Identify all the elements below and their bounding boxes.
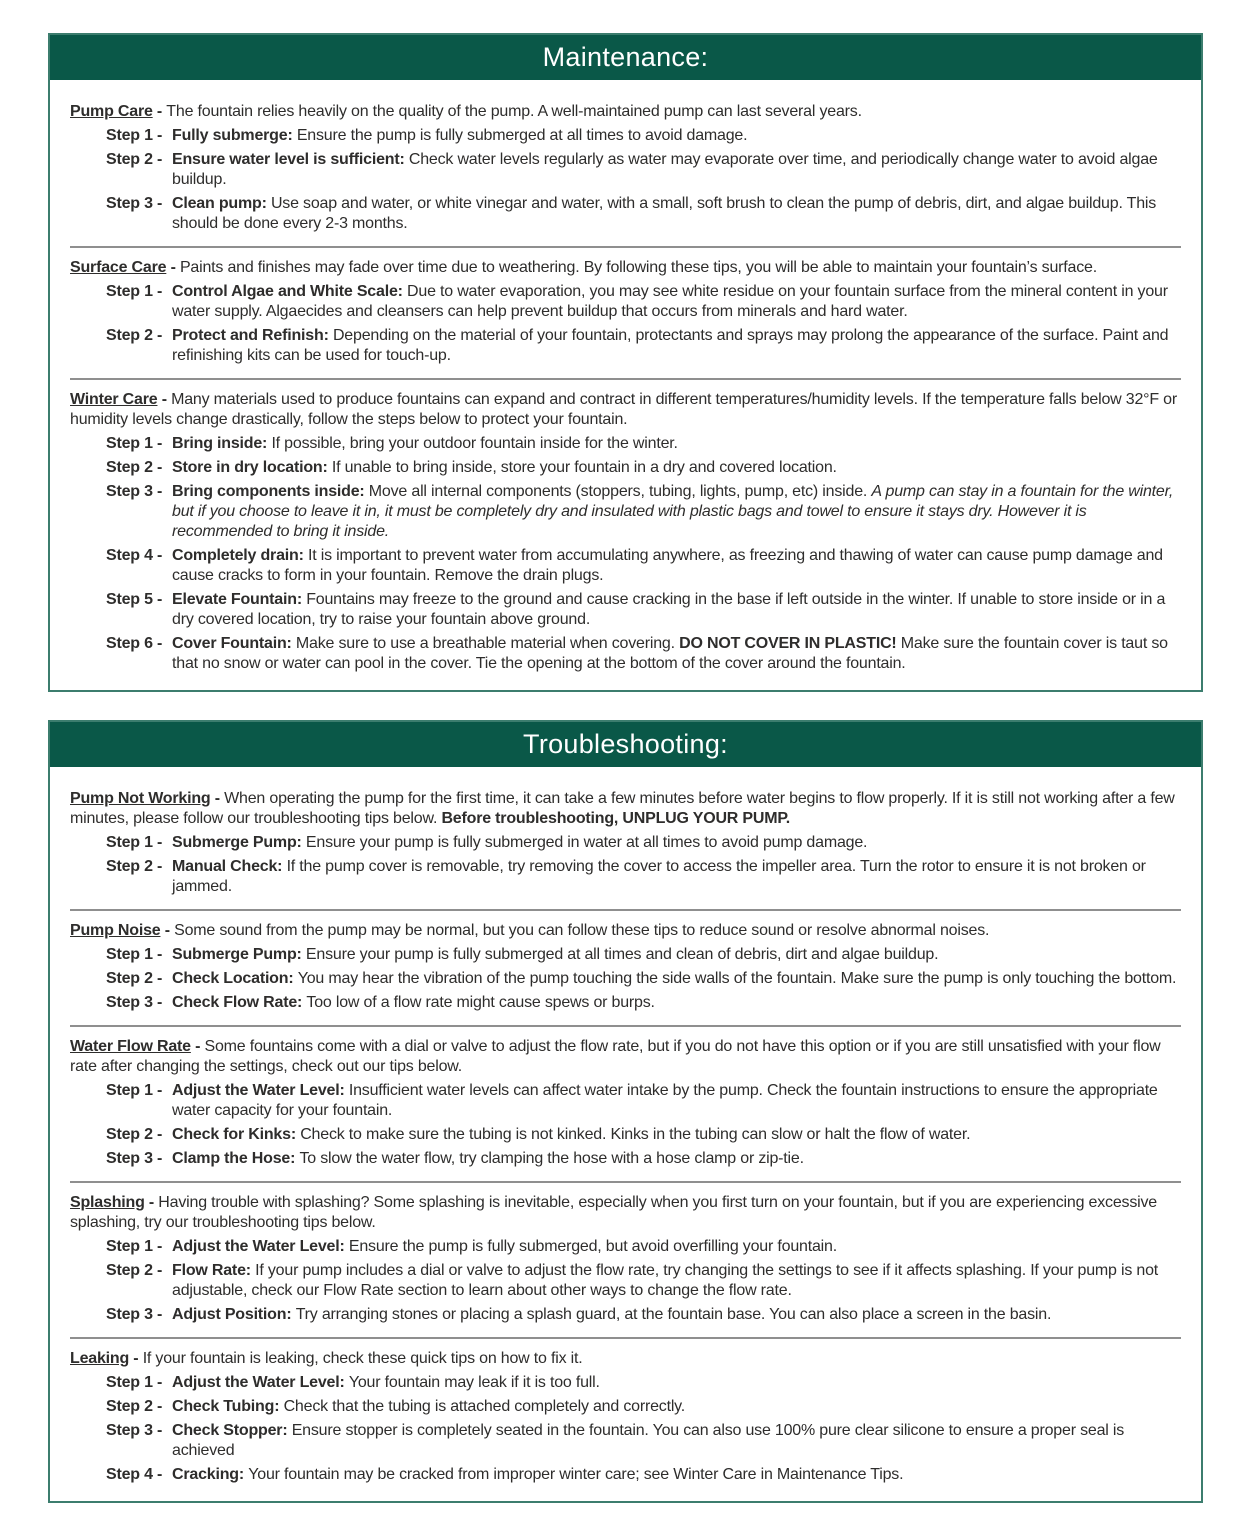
text-segment: Some sound from the pump may be normal, but you can follow these tips to reduce sound or resolve abnormal noises. bbox=[174, 922, 990, 939]
group-heading: Splashing bbox=[70, 1194, 145, 1211]
step-text bbox=[172, 282, 1181, 322]
text-segment: Ensure your pump is fully submerged at all times and clean of debris, dirt and algae buildup. bbox=[305, 946, 939, 963]
step-label: Bring inside: bbox=[172, 435, 272, 452]
step-number: Step 4 - bbox=[106, 547, 163, 564]
heading-dash: - bbox=[210, 790, 225, 807]
step-row bbox=[106, 833, 1181, 853]
step-row bbox=[106, 857, 1181, 897]
step-number: Step 3 - bbox=[106, 1150, 163, 1167]
step-text bbox=[172, 634, 1181, 674]
step-label: Control Algae and White Scale: bbox=[172, 283, 408, 300]
care-group bbox=[70, 921, 1181, 1013]
step-label: Clamp the Hose: bbox=[172, 1150, 300, 1167]
step-number: Step 4 - bbox=[106, 1466, 163, 1483]
step-text bbox=[172, 1261, 1181, 1301]
step-label: Check Flow Rate: bbox=[172, 994, 307, 1011]
step-number: Step 1 - bbox=[106, 1374, 163, 1391]
step-label: Adjust Position: bbox=[172, 1306, 296, 1323]
step-label: Store in dry location: bbox=[172, 459, 332, 476]
step-text bbox=[172, 126, 1181, 146]
group-divider bbox=[70, 246, 1181, 248]
step-row bbox=[106, 969, 1181, 989]
text-segment: Too low of a flow rate might cause spews or burps. bbox=[306, 994, 655, 1011]
step-number: Step 1 - bbox=[106, 1238, 163, 1255]
step-text bbox=[172, 1237, 1181, 1257]
text-segment: Use soap and water, or white vinegar and water, with a small, soft brush to clean the pump of debris, dirt, and algae buildup. This should be done every 2-3 months. bbox=[172, 195, 1157, 232]
step-number: Step 1 - bbox=[106, 946, 163, 963]
step-label: Adjust the Water Level: bbox=[172, 1238, 349, 1255]
step-text bbox=[172, 993, 1181, 1013]
step-number: Step 1 - bbox=[106, 1082, 163, 1099]
step-row bbox=[106, 1465, 1181, 1485]
step-number: Step 3 - bbox=[106, 994, 163, 1011]
step-number: Step 3 - bbox=[106, 483, 163, 500]
step-text bbox=[172, 434, 1181, 454]
step-row bbox=[106, 1237, 1181, 1257]
group-heading: Winter Care bbox=[70, 391, 158, 408]
step-label: Elevate Fountain: bbox=[172, 591, 307, 608]
step-number: Step 1 - bbox=[106, 435, 163, 452]
step-row bbox=[106, 126, 1181, 146]
step-number: Step 2 - bbox=[106, 1126, 163, 1143]
text-segment: Make sure to use a breathable material when covering. bbox=[295, 635, 680, 652]
group-intro bbox=[70, 102, 1181, 122]
text-segment: Make sure the fountain cover is taut so that no snow or water can pool in the cover. Tie the opening at the bottom of the cover around the fountain. bbox=[172, 635, 1168, 672]
group-heading: Pump Care bbox=[70, 103, 153, 120]
step-label: Protect and Refinish: bbox=[172, 327, 333, 344]
step-label: Bring components inside: bbox=[172, 483, 369, 500]
step-label: Check Tubing: bbox=[172, 1398, 284, 1415]
step-label: Check for Kinks: bbox=[172, 1126, 301, 1143]
step-label: Adjust the Water Level: bbox=[172, 1374, 349, 1391]
care-group bbox=[70, 789, 1181, 897]
text-segment: A pump can stay in a fountain for the winter, but if you choose to leave it in, it must be completely dry and insulated with plastic bags and towel to ensure it stays dry. However it is recommended to bring it inside. bbox=[172, 483, 1174, 540]
step-label: Cover Fountain: bbox=[172, 635, 296, 652]
step-number: Step 1 - bbox=[106, 283, 163, 300]
group-divider bbox=[70, 909, 1181, 911]
step-label: Cracking: bbox=[172, 1466, 249, 1483]
step-row bbox=[106, 194, 1181, 234]
text-segment: Ensure the pump is fully submerged, but avoid overfilling your fountain. bbox=[348, 1238, 837, 1255]
group-intro bbox=[70, 789, 1181, 829]
step-number: Step 2 - bbox=[106, 970, 163, 987]
group-divider bbox=[70, 378, 1181, 380]
heading-dash: - bbox=[190, 1038, 205, 1055]
text-segment: It is important to prevent water from accumulating anywhere, as freezing and thawing of water can cause pump damage and cause cracks to form in your fountain. Remove the drain plugs. bbox=[172, 547, 1163, 584]
step-text bbox=[172, 458, 1181, 478]
group-intro bbox=[70, 1037, 1181, 1077]
group-divider bbox=[70, 1181, 1181, 1183]
text-segment: When operating the pump for the first time, it can take a few minutes before water begins to flow properly. If it is still not working after a few minutes, please follow our troubleshooting tips below. bbox=[70, 790, 1175, 827]
step-row bbox=[106, 150, 1181, 190]
group-heading: Leaking bbox=[70, 1350, 130, 1367]
step-row bbox=[106, 993, 1181, 1013]
step-label: Ensure water level is sufficient: bbox=[172, 151, 409, 168]
step-row bbox=[106, 282, 1181, 322]
maintenance-title: Maintenance: bbox=[542, 42, 709, 72]
group-divider bbox=[70, 1337, 1181, 1339]
text-segment: If possible, bring your outdoor fountain inside for the winter. bbox=[271, 435, 678, 452]
troubleshooting-section bbox=[48, 720, 1203, 1503]
step-text bbox=[172, 482, 1181, 542]
text-segment: If your pump includes a dial or valve to adjust the flow rate, try changing the settings to see if it affects splashing. If your pump is not adjustable, check our Flow Rate section to learn about other ways to change the flow rate. bbox=[172, 1262, 1159, 1299]
step-row bbox=[106, 1397, 1181, 1417]
step-number: Step 3 - bbox=[106, 195, 163, 212]
step-label: Check Stopper: bbox=[172, 1422, 292, 1439]
step-text bbox=[172, 833, 1181, 853]
group-intro bbox=[70, 390, 1181, 430]
group-heading: Surface Care bbox=[70, 259, 167, 276]
step-number: Step 3 - bbox=[106, 1422, 163, 1439]
step-text bbox=[172, 1125, 1181, 1145]
text-segment: Paints and finishes may fade over time due to weathering. By following these tips, you will be able to maintain your fountain’s surface. bbox=[179, 259, 1097, 276]
text-segment: If the pump cover is removable, try removing the cover to access the impeller area. Turn the rotor to ensure it is not broken or jammed. bbox=[172, 858, 1146, 895]
step-row bbox=[106, 590, 1181, 630]
step-number: Step 2 - bbox=[106, 1398, 163, 1415]
step-label: Fully submerge: bbox=[172, 127, 297, 144]
step-text bbox=[172, 546, 1181, 586]
text-segment: Some fountains come with a dial or valve to adjust the flow rate, but if you do not have this option or if you are still unsatisfied with your flow rate after changing the settings, check out our tips below. bbox=[70, 1038, 1161, 1075]
text-segment: Check that the tubing is attached completely and correctly. bbox=[283, 1398, 686, 1415]
step-row bbox=[106, 482, 1181, 542]
step-number: Step 2 - bbox=[106, 151, 163, 168]
text-segment: Check water levels regularly as water may evaporate over time, and periodically change water to avoid algae buildup. bbox=[172, 151, 1158, 188]
step-text bbox=[172, 590, 1181, 630]
step-label: Completely drain: bbox=[172, 547, 308, 564]
step-number: Step 2 - bbox=[106, 459, 163, 476]
care-group bbox=[70, 1193, 1181, 1325]
troubleshooting-title: Troubleshooting: bbox=[523, 729, 728, 759]
group-intro bbox=[70, 1349, 1181, 1369]
group-heading: Pump Noise bbox=[70, 922, 161, 939]
step-label: Check Location: bbox=[172, 970, 298, 987]
heading-dash: - bbox=[144, 1194, 159, 1211]
care-group bbox=[70, 1349, 1181, 1485]
group-intro bbox=[70, 258, 1181, 278]
text-segment: Your fountain may leak if it is too full. bbox=[348, 1374, 600, 1391]
care-group bbox=[70, 1037, 1181, 1169]
step-label: Clean pump: bbox=[172, 195, 271, 212]
troubleshooting-body bbox=[50, 767, 1201, 1501]
text-segment: DO NOT COVER IN PLASTIC! bbox=[679, 635, 897, 652]
care-group bbox=[70, 390, 1181, 674]
text-segment: Ensure stopper is completely seated in the fountain. You can also use 100% pure clear silicone to ensure a proper seal is achieved bbox=[172, 1422, 1125, 1459]
step-text bbox=[172, 194, 1181, 234]
text-segment: Before troubleshooting, UNPLUG YOUR PUMP. bbox=[441, 810, 791, 827]
text-segment: Move all internal components (stoppers, tubing, lights, pump, etc) inside. bbox=[368, 483, 872, 500]
group-heading: Pump Not Working bbox=[70, 790, 211, 807]
heading-dash: - bbox=[160, 922, 175, 939]
text-segment: You may hear the vibration of the pump touching the side walls of the fountain. Make sure the pump is only touching the bottom. bbox=[297, 970, 1177, 987]
step-text bbox=[172, 326, 1181, 366]
step-text bbox=[172, 945, 1181, 965]
step-text bbox=[172, 1397, 1181, 1417]
text-segment: Ensure the pump is fully submerged at all times to avoid damage. bbox=[296, 127, 748, 144]
step-text bbox=[172, 1421, 1181, 1461]
step-row bbox=[106, 434, 1181, 454]
step-number: Step 2 - bbox=[106, 327, 163, 344]
step-row bbox=[106, 458, 1181, 478]
maintenance-body bbox=[50, 80, 1201, 690]
step-text bbox=[172, 1081, 1181, 1121]
heading-dash: - bbox=[152, 103, 167, 120]
care-group bbox=[70, 102, 1181, 234]
step-text bbox=[172, 1149, 1181, 1169]
step-row bbox=[106, 1081, 1181, 1121]
step-row bbox=[106, 1421, 1181, 1461]
step-row bbox=[106, 326, 1181, 366]
text-segment: If unable to bring inside, store your fountain in a dry and covered location. bbox=[331, 459, 837, 476]
step-text bbox=[172, 1305, 1181, 1325]
step-number: Step 2 - bbox=[106, 1262, 163, 1279]
step-label: Submerge Pump: bbox=[172, 834, 306, 851]
group-divider bbox=[70, 1025, 1181, 1027]
step-number: Step 6 - bbox=[106, 635, 163, 652]
step-label: Manual Check: bbox=[172, 858, 287, 875]
step-row bbox=[106, 1125, 1181, 1145]
text-segment: Fountains may freeze to the ground and cause cracking in the base if left outside in the winter. If unable to store inside or in a dry covered location, try to raise your fountain above ground. bbox=[172, 591, 1166, 628]
step-row bbox=[106, 1305, 1181, 1325]
text-segment: Due to water evaporation, you may see white residue on your fountain surface from the mineral content in your water supply. Algaecides and cleansers can help prevent buildup that occurs from minerals and hard water. bbox=[172, 283, 1168, 320]
step-number: Step 2 - bbox=[106, 858, 163, 875]
step-number: Step 3 - bbox=[106, 1306, 163, 1323]
step-row bbox=[106, 1373, 1181, 1393]
step-label: Submerge Pump: bbox=[172, 946, 306, 963]
text-segment: The fountain relies heavily on the quality of the pump. A well-maintained pump can last several years. bbox=[166, 103, 862, 120]
text-segment: Ensure your pump is fully submerged in water at all times to avoid pump damage. bbox=[305, 834, 868, 851]
heading-dash: - bbox=[157, 391, 172, 408]
step-text bbox=[172, 857, 1181, 897]
step-row bbox=[106, 945, 1181, 965]
text-segment: Having trouble with splashing? Some splashing is inevitable, especially when you first turn on your fountain, but if you are experiencing excessive splashing, try our troubleshooting tips below. bbox=[70, 1194, 1158, 1231]
text-segment: Depending on the material of your fountain, protectants and sprays may prolong the appearance of the surface. Paint and refinishing kits can be used for touch-up. bbox=[172, 327, 1169, 364]
care-group bbox=[70, 258, 1181, 366]
text-segment: Insufficient water levels can affect water intake by the pump. Check the fountain instructions to ensure the appropriate water capacity for your fountain. bbox=[172, 1082, 1158, 1119]
step-number: Step 1 - bbox=[106, 834, 163, 851]
group-intro bbox=[70, 1193, 1181, 1233]
text-segment: Your fountain may be cracked from improper winter care; see Winter Care in Maintenance Tips. bbox=[248, 1466, 904, 1483]
step-text bbox=[172, 1465, 1181, 1485]
text-segment: Try arranging stones or placing a splash guard, at the fountain base. You can also place a screen in the basin. bbox=[295, 1306, 1052, 1323]
group-heading: Water Flow Rate bbox=[70, 1038, 191, 1055]
maintenance-header-bar bbox=[50, 35, 1201, 80]
step-label: Adjust the Water Level: bbox=[172, 1082, 349, 1099]
step-row bbox=[106, 1149, 1181, 1169]
maintenance-section bbox=[48, 33, 1203, 692]
step-text bbox=[172, 969, 1181, 989]
heading-dash: - bbox=[129, 1350, 143, 1367]
step-row bbox=[106, 1261, 1181, 1301]
heading-dash: - bbox=[166, 259, 180, 276]
step-number: Step 1 - bbox=[106, 127, 163, 144]
step-row bbox=[106, 546, 1181, 586]
text-segment: To slow the water flow, try clamping the hose with a hose clamp or zip-tie. bbox=[299, 1150, 804, 1167]
text-segment: Check to make sure the tubing is not kinked. Kinks in the tubing can slow or halt the flow of water. bbox=[300, 1126, 971, 1143]
text-segment: Many materials used to produce fountains can expand and contract in different temperatures/humidity levels. If the temperature falls below 32°F or humidity levels change drastically, follow the steps below to protect your fountain. bbox=[70, 391, 1177, 428]
group-intro bbox=[70, 921, 1181, 941]
step-text bbox=[172, 150, 1181, 190]
step-label: Flow Rate: bbox=[172, 1262, 256, 1279]
troubleshooting-header-bar bbox=[50, 722, 1201, 767]
text-segment: If your fountain is leaking, check these quick tips on how to fix it. bbox=[142, 1350, 583, 1367]
step-row bbox=[106, 634, 1181, 674]
step-number: Step 5 - bbox=[106, 591, 163, 608]
step-text bbox=[172, 1373, 1181, 1393]
